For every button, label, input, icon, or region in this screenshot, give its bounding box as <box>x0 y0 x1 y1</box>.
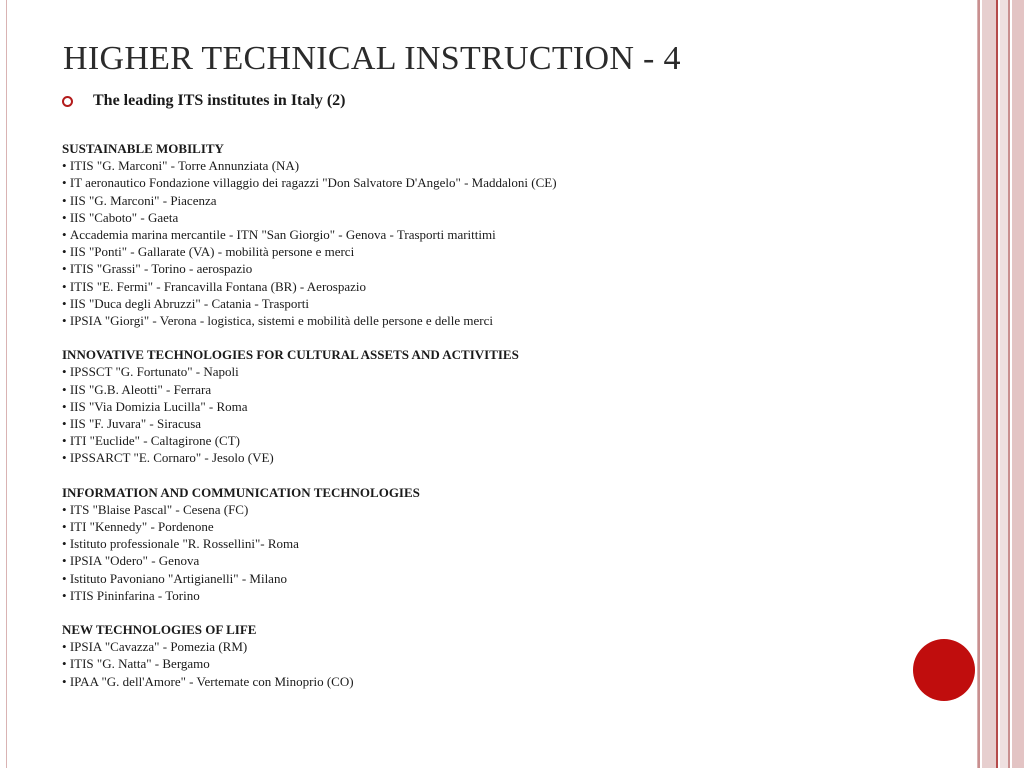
section-title: SUSTAINABLE MOBILITY <box>62 141 224 156</box>
list-item: • IIS "Caboto" - Gaeta <box>62 209 942 226</box>
list-item: • IIS "Ponti" - Gallarate (VA) - mobilità persone e merci <box>62 243 942 260</box>
list-item: • ITIS Pininfarina - Torino <box>62 587 942 604</box>
section-title: INFORMATION AND COMMUNICATION TECHNOLOGIES <box>62 484 420 500</box>
list-item: • ITIS "G. Natta" - Bergamo <box>62 655 942 672</box>
list-item: • Istituto professionale "R. Rossellini"- Roma <box>62 535 942 552</box>
red-circle-decoration <box>913 639 975 701</box>
section <box>62 621 942 690</box>
section <box>62 346 942 466</box>
right-decorative-stripes <box>978 0 1024 768</box>
ring-bullet-icon <box>62 96 73 107</box>
subtitle-row <box>62 92 345 110</box>
list-item: • IPSSCT "G. Fortunato" - Napoli <box>62 363 942 380</box>
section <box>62 140 942 329</box>
list-item: • ITIS "E. Fermi" - Francavilla Fontana (BR) - Aerospazio <box>62 278 942 295</box>
list-item: • ITI "Euclide" - Caltagirone (CT) <box>62 432 942 449</box>
list-item: • IPSIA "Odero" - Genova <box>62 552 942 569</box>
list-item: • ITI "Kennedy" - Pordenone <box>62 518 942 535</box>
list-item: • IT aeronautico Fondazione villaggio dei ragazzi "Don Salvatore D'Angelo" - Maddaloni (CE) <box>62 174 942 191</box>
section <box>62 484 942 604</box>
list-item: • ITIS "G. Marconi" - Torre Annunziata (NA) <box>62 157 942 174</box>
slide-subtitle: The leading ITS institutes in Italy (2) <box>93 92 346 109</box>
list-item: • ITS "Blaise Pascal" - Cesena (FC) <box>62 501 942 518</box>
list-item: • IPSSARCT "E. Cornaro" - Jesolo (VE) <box>62 449 942 466</box>
section-title: INNOVATIVE TECHNOLOGIES FOR CULTURAL ASSETS AND ACTIVITIES <box>62 347 519 363</box>
section-title: NEW TECHNOLOGIES OF LIFE <box>62 622 257 638</box>
list-item: • IIS "G.B. Aleotti" - Ferrara <box>62 381 942 398</box>
list-item: • ITIS "Grassi" - Torino - aerospazio <box>62 260 942 277</box>
list-item: • IIS "Duca degli Abruzzi" - Catania - Trasporti <box>62 295 942 312</box>
list-item: • IPSIA "Cavazza" - Pomezia (RM) <box>62 638 942 655</box>
institutes-list <box>62 140 942 707</box>
list-item: • Accademia marina mercantile - ITN "San Giorgio" - Genova - Trasporti marittimi <box>62 226 942 243</box>
slide-title: HIGHER TECHNICAL INSTRUCTION - 4 <box>63 40 681 77</box>
list-item: • IPAA "G. dell'Amore" - Vertemate con Minoprio (CO) <box>62 673 942 690</box>
list-item: • IPSIA "Giorgi" - Verona - logistica, sistemi e mobilità delle persone e delle merci <box>62 312 942 329</box>
list-item: • Istituto Pavoniano "Artigianelli" - Milano <box>62 570 942 587</box>
list-item: • IIS "Via Domizia Lucilla" - Roma <box>62 398 942 415</box>
list-item: • IIS "G. Marconi" - Piacenza <box>62 192 942 209</box>
list-item: • IIS "F. Juvara" - Siracusa <box>62 415 942 432</box>
